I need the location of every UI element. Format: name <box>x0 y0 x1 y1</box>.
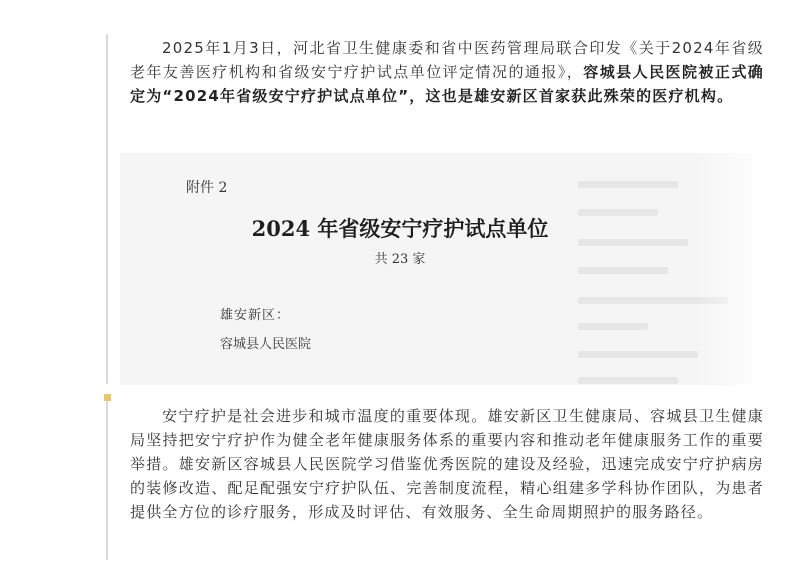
intro-paragraph <box>130 36 764 108</box>
hospital-name: 容城县人民医院 <box>220 337 312 352</box>
faded-text-line <box>578 323 648 330</box>
body-text: 安宁疗护是社会进步和城市温度的重要体现。雄安新区卫生健康局、容城县卫生健康局坚持把安宁疗护作为健全老年健康服务体系的重要内容和推动老年健康服务工作的重要举措。雄安新区容城县人民医院学习借鉴优秀医院的建设及经验，迅速完成安宁疗护病房的装修改造、配足配强安宁疗护队伍、完善制度流程，精心组建多学科协作团队，为患者提供全方位的诊疗服务，形成及时评估、有效服务、全生命周期照护的服务路径。 <box>130 407 764 521</box>
faded-text-line <box>578 377 678 384</box>
intro-highlight: 容城县人民医院被正式确定为“2024年省级安宁疗护试点单位”，这也是雄安新区首家获此殊荣的医疗机构。 <box>130 63 765 105</box>
attachment-label: 附件 2 <box>186 180 228 196</box>
left-vertical-rule <box>106 34 108 384</box>
faded-text-line <box>578 267 668 274</box>
faded-text-line <box>578 351 698 358</box>
faded-text-line <box>578 209 658 216</box>
document-count: 共 23 家 <box>374 252 426 267</box>
body-paragraph <box>130 404 764 524</box>
region-heading: 雄安新区： <box>220 308 291 323</box>
notice-document-image <box>120 153 754 385</box>
faded-text-line <box>578 181 678 188</box>
section-marker <box>104 394 111 401</box>
intro-text: 2025年1月3日，河北省卫生健康委和省中医药管理局联合印发《关于2024年省级老年友善医疗机构和省级安宁疗护试点单位评定情况的通报》， <box>130 39 764 81</box>
faded-text-line <box>578 239 688 246</box>
image-fade-overlay <box>694 153 754 385</box>
document-title: 2024 年省级安宁疗护试点单位 <box>251 216 549 241</box>
left-vertical-rule-lower <box>106 400 108 560</box>
